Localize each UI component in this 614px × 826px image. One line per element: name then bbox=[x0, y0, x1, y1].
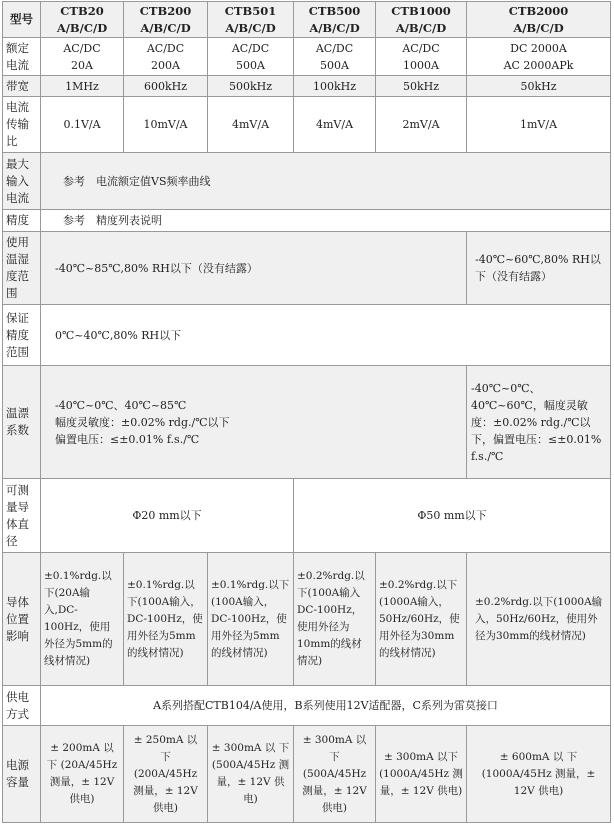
ratio-label: 电流传输比 bbox=[3, 97, 41, 153]
ratio-value: 1mV/A bbox=[467, 97, 611, 153]
accuracy-row bbox=[3, 210, 611, 232]
drift-offset: 偏置电压：≤±0.01% f.s./℃ bbox=[55, 432, 200, 446]
bandwidth-label: 带宽 bbox=[3, 76, 41, 97]
power-method-row bbox=[3, 686, 611, 726]
position-value: ±0.1%rdg.以下(100A输入，DC-100Hz，使用外径为5mm的线材情况) bbox=[124, 553, 208, 686]
rated-value: 500A bbox=[236, 58, 265, 72]
rated-value: 200A bbox=[151, 58, 180, 72]
position-row bbox=[3, 553, 611, 686]
capacity-value: ± 600mA 以 下 (1000A/45Hz 测量，± 12V 供电) bbox=[467, 726, 611, 823]
rated-row bbox=[3, 38, 611, 76]
model-cell-ctb2000 bbox=[467, 2, 611, 38]
diameter-label: 可测量导体直径 bbox=[3, 479, 41, 553]
ratio-value: 10mV/A bbox=[124, 97, 208, 153]
power-method-label: 供电方式 bbox=[3, 686, 41, 726]
model-cell-ctb1000 bbox=[376, 2, 467, 38]
rated-type: DC 2000A bbox=[510, 41, 567, 55]
bandwidth-value: 50kHz bbox=[467, 76, 611, 97]
drift-row bbox=[3, 366, 611, 479]
rated-value: 20A bbox=[71, 58, 93, 72]
model-name: CTB500 bbox=[308, 3, 361, 18]
model-cell-ctb200 bbox=[124, 2, 208, 38]
model-suffix: A/B/C/D bbox=[395, 20, 447, 35]
env-row bbox=[3, 232, 611, 305]
model-suffix: A/B/C/D bbox=[140, 20, 191, 35]
ratio-value: 2mV/A bbox=[376, 97, 467, 153]
model-name: CTB1000 bbox=[391, 3, 451, 18]
max-input-row bbox=[3, 153, 611, 210]
bandwidth-row bbox=[3, 76, 611, 97]
power-method-value: A系列搭配CTB104/A使用，B系列使用12V适配器，C系列为雷莫接口 bbox=[41, 686, 611, 726]
guarantee-label: 保证精度范围 bbox=[3, 305, 41, 366]
diameter-row bbox=[3, 479, 611, 553]
rated-cell bbox=[124, 38, 208, 76]
bandwidth-value: 600kHz bbox=[124, 76, 208, 97]
env-value: -40℃~85℃,80% RH以下（没有结露） bbox=[41, 232, 467, 305]
position-value: ±0.2%rdg.以下(1000A输入，50Hz/60Hz，使用外径为30mm的线材情况) bbox=[376, 553, 467, 686]
rated-type: AC/DC bbox=[402, 41, 440, 55]
model-label-cell bbox=[3, 2, 41, 38]
rated-label: 额定电流 bbox=[3, 38, 41, 76]
ratio-value: 4mV/A bbox=[208, 97, 294, 153]
rated-cell bbox=[467, 38, 611, 76]
spec-table bbox=[2, 1, 611, 823]
guarantee-row bbox=[3, 305, 611, 366]
model-name: CTB20 bbox=[60, 3, 104, 18]
header-row bbox=[3, 2, 611, 38]
drift-sensitivity: 幅度灵敏度：±0.02% rdg./℃以下 bbox=[55, 415, 230, 429]
drift-value-ctb2000: -40℃~0℃、40℃~60℃，幅度灵敏度：±0.02% rdg./℃以下，偏置电压：≤±0.01% f.s./℃ bbox=[467, 366, 611, 479]
rated-type: AC/DC bbox=[63, 41, 101, 55]
diameter-small: Φ20 mm以下 bbox=[41, 479, 294, 553]
model-suffix: A/B/C/D bbox=[225, 20, 276, 35]
capacity-value: ± 250mA 以 下 (200A/45Hz 测量，± 12V 供电) bbox=[124, 726, 208, 823]
model-name: CTB501 bbox=[224, 3, 277, 18]
rated-cell bbox=[208, 38, 294, 76]
bandwidth-value: 1MHz bbox=[41, 76, 124, 97]
position-label: 导体位置影响 bbox=[3, 553, 41, 686]
max-input-label: 最大输入电流 bbox=[3, 153, 41, 210]
rated-type: AC/DC bbox=[146, 41, 185, 55]
rated-value: AC 2000APk bbox=[503, 58, 574, 72]
capacity-row bbox=[3, 726, 611, 823]
bandwidth-value: 100kHz bbox=[294, 76, 376, 97]
bandwidth-value: 50kHz bbox=[376, 76, 467, 97]
drift-value bbox=[41, 366, 467, 479]
model-cell-ctb20 bbox=[41, 2, 124, 38]
capacity-label: 电源容量 bbox=[3, 726, 41, 823]
rated-cell bbox=[41, 38, 124, 76]
model-cell-ctb500 bbox=[294, 2, 376, 38]
guarantee-value: 0℃~40℃,80% RH以下 bbox=[41, 305, 611, 366]
model-suffix: A/B/C/D bbox=[309, 20, 360, 35]
position-value: ±0.2%rdg.以下(1000A输入，50Hz/60Hz，使用外径为30mm的线材情况) bbox=[467, 553, 611, 686]
model-name: CTB2000 bbox=[508, 3, 569, 18]
rated-type: AC/DC bbox=[315, 41, 354, 55]
env-label: 使用温湿度范围 bbox=[3, 232, 41, 305]
rated-cell bbox=[294, 38, 376, 76]
position-value: ±0.1%rdg.以下(20A输入,DC-100Hz，使用外径为5mm的线材情况) bbox=[41, 553, 124, 686]
rated-value: 500A bbox=[320, 58, 349, 72]
model-label: 型号 bbox=[10, 12, 33, 26]
ratio-value: 4mV/A bbox=[294, 97, 376, 153]
capacity-value: ± 200mA 以 下 (20A/45Hz 测量，± 12V 供电) bbox=[41, 726, 124, 823]
model-name: CTB200 bbox=[139, 3, 192, 18]
ratio-row bbox=[3, 97, 611, 153]
model-suffix: A/B/C/D bbox=[513, 20, 564, 35]
rated-value: 1000A bbox=[403, 58, 439, 72]
accuracy-value: 参考 精度列表说明 bbox=[41, 210, 611, 232]
diameter-large: Φ50 mm以下 bbox=[294, 479, 611, 553]
drift-range: -40℃~0℃、40℃~85℃ bbox=[55, 398, 187, 412]
accuracy-label: 精度 bbox=[3, 210, 41, 232]
capacity-value: ± 300mA 以 下 (500A/45Hz 测量，± 12V 供电) bbox=[208, 726, 294, 823]
rated-cell bbox=[376, 38, 467, 76]
model-cell-ctb501 bbox=[208, 2, 294, 38]
capacity-value: ± 300mA 以下 (1000A/45Hz 测量，± 12V 供电) bbox=[376, 726, 467, 823]
max-input-value: 参考 电流额定值VS频率曲线 bbox=[41, 153, 611, 210]
ratio-value: 0.1V/A bbox=[41, 97, 124, 153]
model-suffix: A/B/C/D bbox=[56, 20, 108, 35]
bandwidth-value: 500kHz bbox=[208, 76, 294, 97]
capacity-value: ± 300mA 以 下 (500A/45Hz 测量，± 12V 供电) bbox=[294, 726, 376, 823]
position-value: ±0.2%rdg.以下(100A输入DC-100Hz，使用外径为10mm的线材情况) bbox=[294, 553, 376, 686]
env-value-ctb2000: -40℃~60℃,80% RH以下（没有结露） bbox=[467, 232, 611, 305]
position-value: ±0.1%rdg.以下(100A输入，DC-100Hz，使用外径为5mm的线材情况) bbox=[208, 553, 294, 686]
drift-label: 温漂系数 bbox=[3, 366, 41, 479]
rated-type: AC/DC bbox=[231, 41, 270, 55]
